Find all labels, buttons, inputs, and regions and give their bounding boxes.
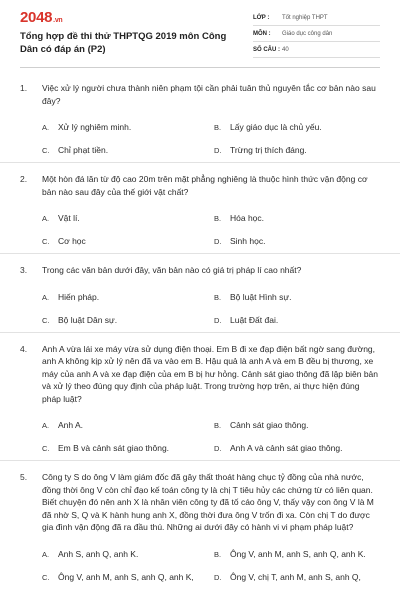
option-text: Xử lý nghiêm minh. xyxy=(58,122,132,132)
option-text: Em B và cảnh sát giao thông. xyxy=(58,443,170,453)
site-logo[interactable] xyxy=(20,9,62,26)
answer-options xyxy=(42,116,380,162)
answer-options xyxy=(42,207,380,253)
option-text: Lấy giáo dục là chủ yếu. xyxy=(230,122,322,132)
option-text: Luật Đất đai. xyxy=(230,314,279,325)
option-text: Anh A và cảnh sát giao thông. xyxy=(230,443,343,453)
option-d[interactable] xyxy=(214,230,380,253)
option-text: Vật lí. xyxy=(58,213,80,223)
option-letter: B. xyxy=(214,421,222,430)
option-text: Ông V, anh M, anh S, anh Q, anh K. xyxy=(230,548,366,559)
option-letter: C. xyxy=(42,444,50,453)
meta-value: Tốt nghiệp THPT xyxy=(282,14,328,21)
option-letter: A. xyxy=(42,123,50,132)
question-number: 5. xyxy=(20,472,28,482)
option-c[interactable] xyxy=(42,230,214,253)
option-d[interactable] xyxy=(214,309,380,332)
logo-text: 2048 xyxy=(20,9,53,26)
document-meta xyxy=(253,10,380,58)
header-divider xyxy=(20,67,380,68)
question-4 xyxy=(0,333,400,462)
option-letter: D. xyxy=(214,237,222,246)
option-letter: B. xyxy=(214,123,222,132)
option-b[interactable] xyxy=(214,414,380,437)
answer-options xyxy=(42,414,380,460)
option-b[interactable] xyxy=(214,116,380,139)
option-d[interactable] xyxy=(214,566,380,589)
option-text: Hiến pháp. xyxy=(58,291,100,302)
option-c[interactable] xyxy=(42,566,214,589)
meta-value: Giáo dục công dân xyxy=(282,30,333,37)
meta-value: 40 xyxy=(282,46,289,53)
option-letter: D. xyxy=(214,444,222,453)
option-letter: D. xyxy=(214,572,222,582)
option-c[interactable] xyxy=(42,309,214,332)
question-number: 2. xyxy=(20,174,28,184)
option-a[interactable] xyxy=(42,207,214,230)
option-letter: B. xyxy=(214,549,222,559)
question-text: Công ty S do ông V làm giám đốc đã gây thất thoát hàng chục tỷ đồng của nhà nước, đồng thời ông V còn chỉ đạo kế toán công ty là chị T tiêu hủy các chứng từ có liên quan. Biết chuyện đó nên anh X là nhân viên công ty đã tố cáo ông V, thấy vậy con ông V là M đã nhờ S, Q và K hành hung anh X, đồng thời đưa ông V trốn đi xa. Còn chị T do được gia đình vận động đã ra đầu thú. Những ai dưới đây có hành vi vi phạm pháp luật? xyxy=(42,472,374,532)
option-letter: D. xyxy=(214,315,222,325)
option-text: Anh A. xyxy=(58,420,84,430)
option-b[interactable] xyxy=(214,286,380,309)
meta-row-count xyxy=(253,42,380,58)
question-text: Một hòn đá lăn từ độ cao 20m trên mặt phẳng nghiêng là thuộc hình thức vận động cơ bản nào sau đây của thế giới vật chất? xyxy=(42,174,368,197)
option-text: Chỉ phạt tiền. xyxy=(58,145,109,155)
option-text: Hóa học. xyxy=(230,213,265,223)
question-number: 4. xyxy=(20,343,28,354)
question-2 xyxy=(0,163,400,254)
option-letter: A. xyxy=(42,214,50,223)
question-list xyxy=(0,72,400,589)
question-number: 3. xyxy=(20,265,28,275)
option-b[interactable] xyxy=(214,207,380,230)
option-a[interactable] xyxy=(42,286,214,309)
option-letter: A. xyxy=(42,292,50,302)
option-letter: D. xyxy=(214,146,222,155)
option-letter: A. xyxy=(42,421,50,430)
question-5 xyxy=(0,461,400,589)
option-text: Cơ học xyxy=(58,236,86,246)
option-letter: C. xyxy=(42,237,50,246)
question-number: 1. xyxy=(20,83,28,93)
option-letter: C. xyxy=(42,315,50,325)
question-1 xyxy=(0,72,400,163)
option-c[interactable] xyxy=(42,139,214,162)
option-letter: C. xyxy=(42,146,50,155)
option-letter: B. xyxy=(214,214,222,223)
option-text: Sinh học. xyxy=(230,236,266,246)
option-a[interactable] xyxy=(42,116,214,139)
option-letter: A. xyxy=(42,549,50,559)
meta-label: SỐ CÂU : xyxy=(253,46,280,53)
document-header xyxy=(0,0,400,66)
option-c[interactable] xyxy=(42,437,214,460)
meta-row-class xyxy=(253,10,380,26)
option-a[interactable] xyxy=(42,414,214,437)
question-text: Việc xử lý người chưa thành niên phạm tội cần phải tuân thủ nguyên tắc cơ bản nào sau đây? xyxy=(42,83,376,106)
meta-row-subject xyxy=(253,26,380,42)
option-text: Ông V, anh M, anh S, anh Q, anh K, xyxy=(58,571,194,582)
option-d[interactable] xyxy=(214,437,380,460)
option-text: Anh S, anh Q, anh K. xyxy=(58,548,139,559)
question-text: Trong các văn bản dưới đây, văn bản nào có giá trị pháp lí cao nhất? xyxy=(42,265,302,275)
answer-options xyxy=(42,286,380,332)
option-b[interactable] xyxy=(214,543,380,566)
question-3 xyxy=(0,254,400,333)
meta-label: MÔN : xyxy=(253,30,271,37)
option-d[interactable] xyxy=(214,139,380,162)
option-text: Bộ luật Hình sự. xyxy=(230,291,292,302)
option-letter: C. xyxy=(42,572,50,582)
meta-label: LỚP : xyxy=(253,14,270,21)
answer-options xyxy=(42,543,380,589)
option-text: Trừng trị thích đáng. xyxy=(230,145,307,155)
question-text: Anh A vừa lái xe máy vừa sử dụng điện thoại. Em B đi xe đạp điện bất ngờ sang đường, anh A không kịp xử lý nên đã va vào em B. Hậu quả là anh A và em B đều bị thương, xe máy của anh A và xe đạp điện của em B bị hư hỏng. Cảnh sát giao thông đã lập biên bản và xử lý theo đúng quy định của pháp luật. Trong trường hợp trên, ai thực hiện đúng pháp luật? xyxy=(42,343,379,404)
logo-tld: .vn xyxy=(53,17,63,24)
option-text: Cảnh sát giao thông. xyxy=(230,420,309,430)
option-text: Bộ luật Dân sự. xyxy=(58,314,118,325)
option-text: Ông V, chị T, anh M, anh S, anh Q, xyxy=(230,571,361,582)
document-title: Tổng hợp đề thi thử THPTQG 2019 môn Công Dân có đáp án (P2) xyxy=(20,31,227,55)
option-a[interactable] xyxy=(42,543,214,566)
option-letter: B. xyxy=(214,292,222,302)
